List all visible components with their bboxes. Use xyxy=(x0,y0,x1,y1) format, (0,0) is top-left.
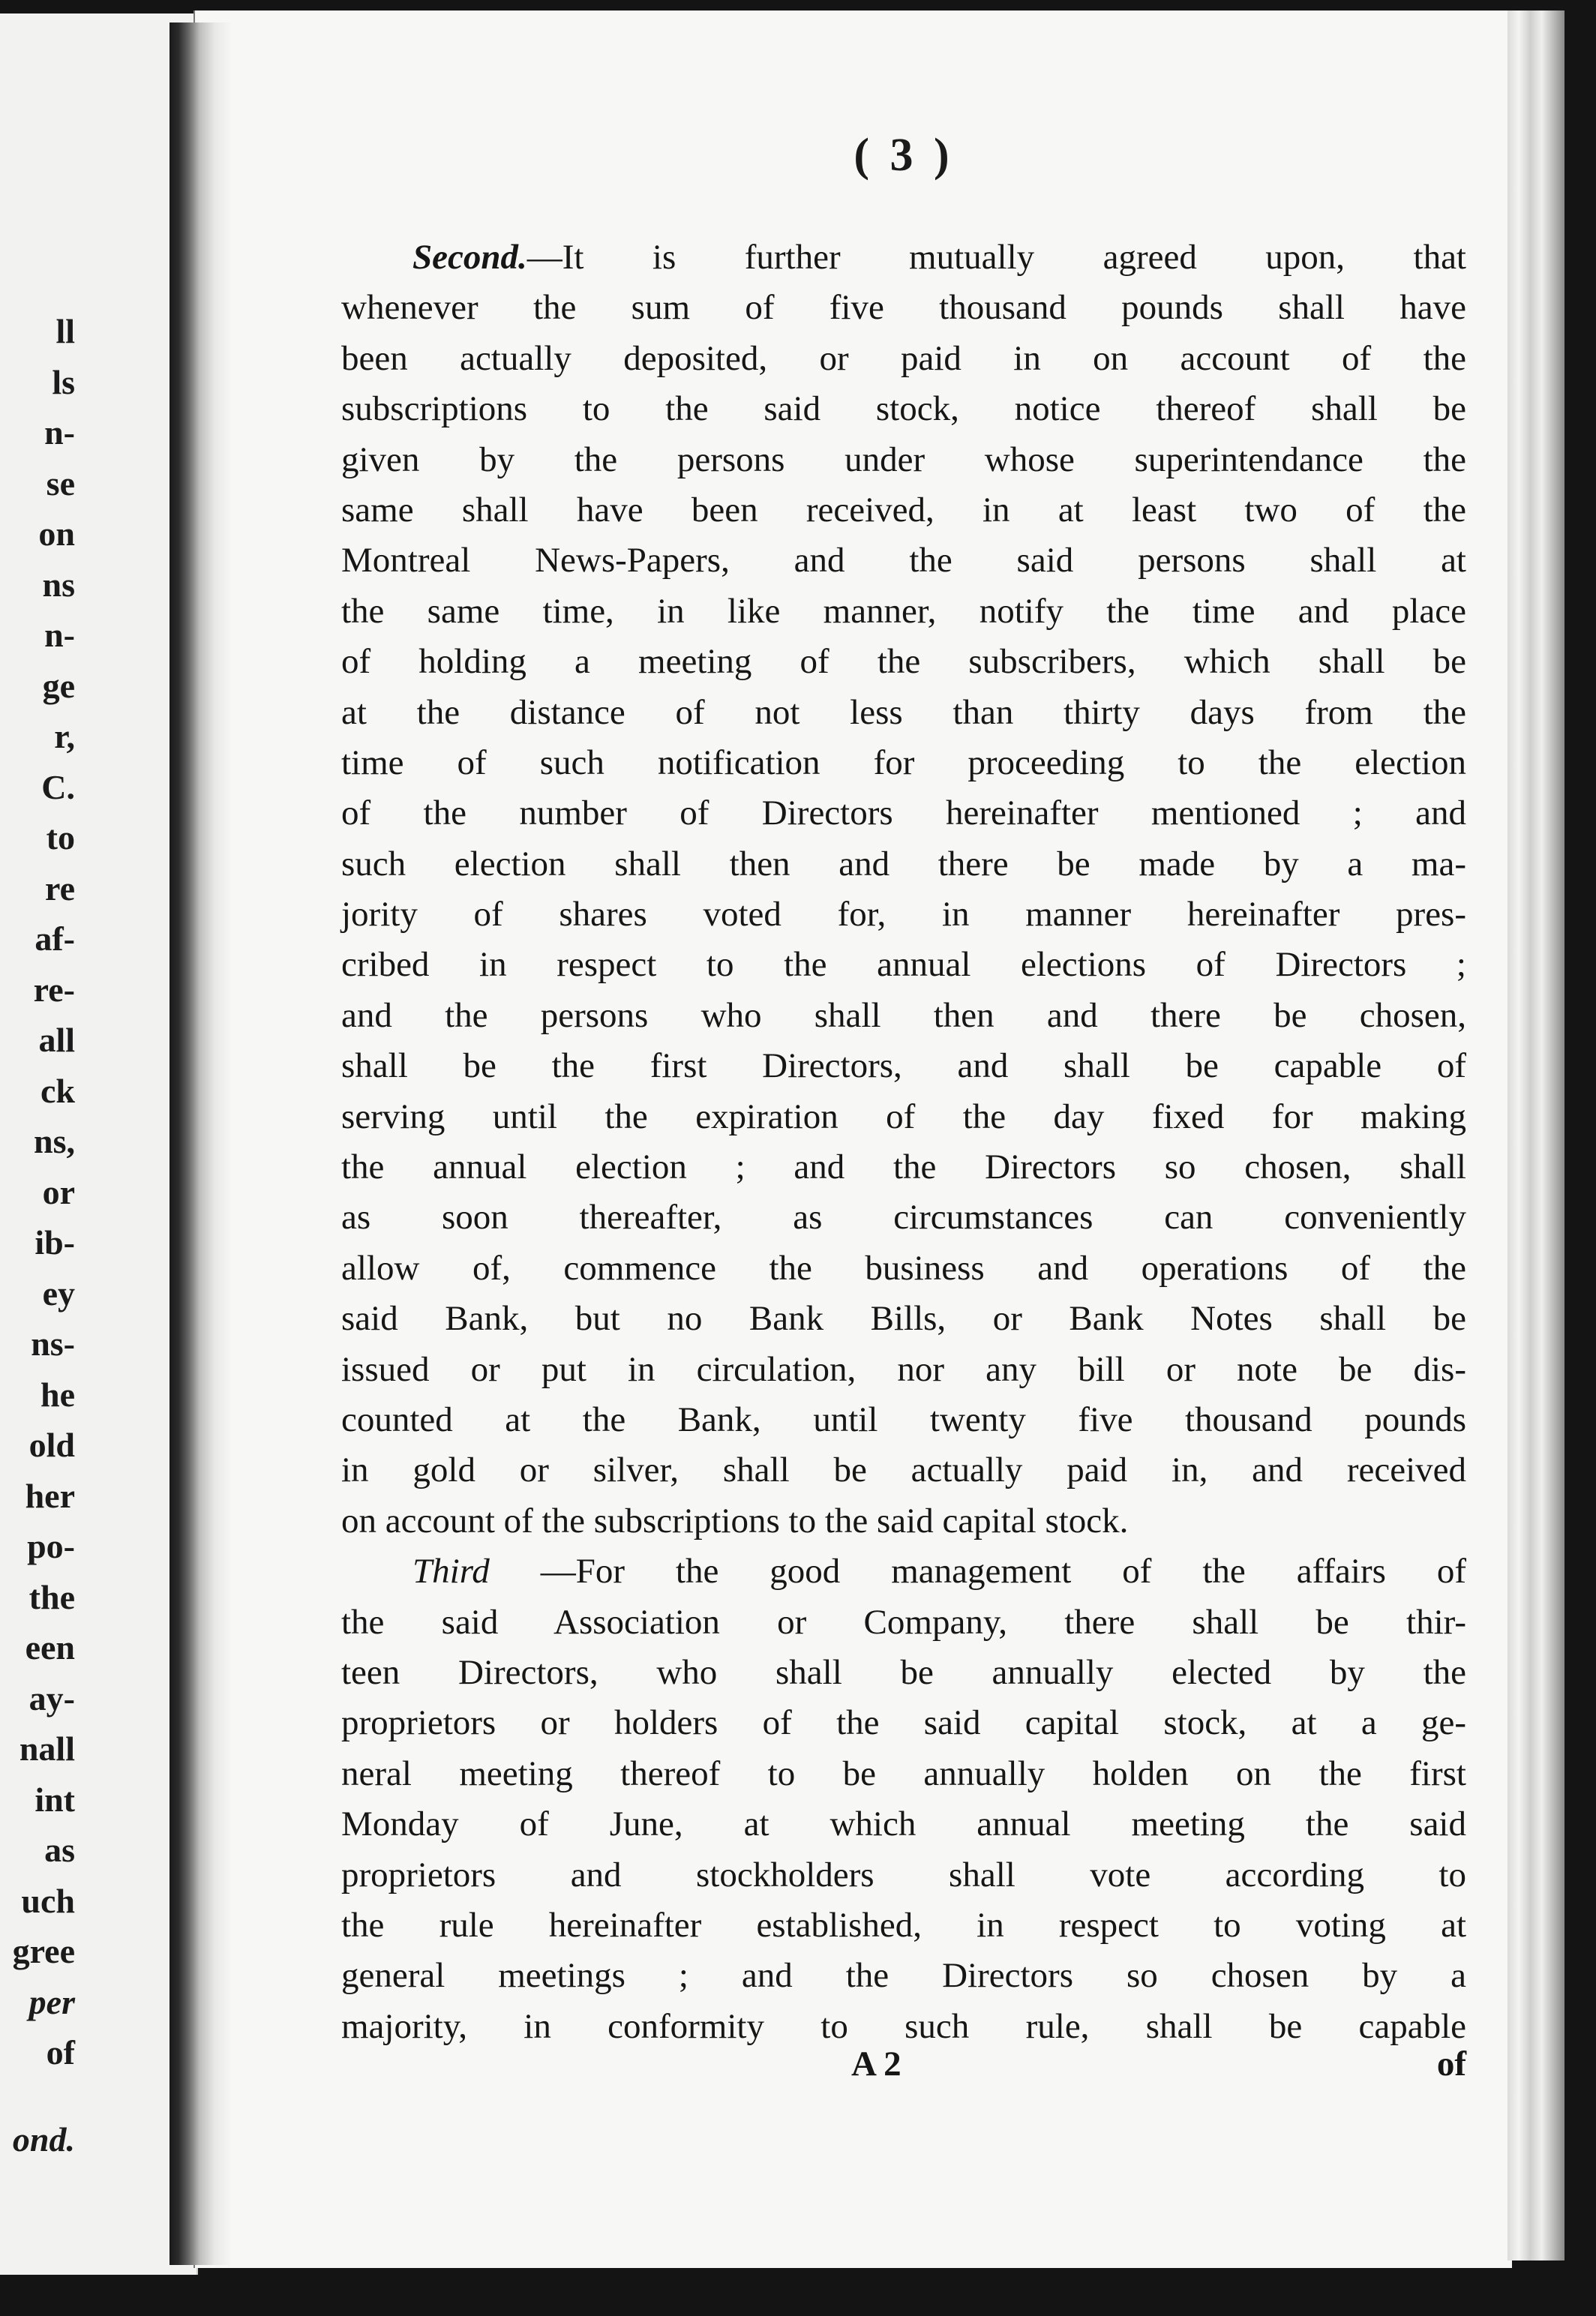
left-page-fragment: he xyxy=(40,1375,75,1414)
text-line: allow of, commence the business and operations of the xyxy=(341,1248,1466,1288)
left-page-fragment: old xyxy=(28,1426,75,1464)
text-line: in gold or silver, shall be actually paid in, and received xyxy=(341,1450,1466,1490)
left-page-fragment: uch xyxy=(21,1881,75,1920)
left-page-text-fragments xyxy=(0,306,196,2078)
text-line: counted at the Bank, until twenty five thousand pounds xyxy=(341,1400,1466,1439)
left-page-fragment: ns- xyxy=(31,1324,75,1363)
paragraph-third-first-line-text: —For the good management of the affairs of xyxy=(489,1552,1466,1592)
page-edge xyxy=(1508,10,1564,2260)
text-line: cribed in respect to the annual elections of Directors ; xyxy=(341,945,1466,985)
left-page-fragment: r, xyxy=(54,717,75,755)
text-line: said Bank, but no Bank Bills, or Bank Notes shall be xyxy=(341,1299,1466,1339)
text-line: and the persons who shall then and there be chosen, xyxy=(341,995,1466,1035)
text-line: jority of shares voted for, in manner hereinafter pres- xyxy=(341,895,1466,934)
left-page-fragment: all xyxy=(38,1021,75,1059)
left-page-fragment: n- xyxy=(44,616,75,654)
left-page-fragment: per xyxy=(28,1982,75,2021)
left-page-fragment: the xyxy=(28,1577,75,1616)
left-page-fragment: her xyxy=(25,1476,75,1515)
left-page-fragment: ib- xyxy=(34,1223,75,1262)
left-page-fragment: as xyxy=(44,1831,75,1869)
left-page-fragment: af- xyxy=(34,920,75,958)
text-line: the same time, in like manner, notify the time and place xyxy=(341,591,1466,631)
text-line: whenever the sum of five thousand pounds shall have xyxy=(341,288,1466,328)
left-page-fragment: een xyxy=(25,1628,75,1666)
left-page-fragment: of xyxy=(46,2033,75,2072)
left-page-fragment: or xyxy=(42,1172,75,1211)
text-line: subscriptions to the said stock, notice thereof shall be xyxy=(341,389,1466,429)
text-line: the rule hereinafter established, in respect to voting at xyxy=(341,1905,1466,1945)
left-page-bottom-fragment: ond. xyxy=(12,2120,75,2158)
text-line: as soon thereafter, as circumstances can conveniently xyxy=(341,1198,1466,1238)
text-line: time of such notification for proceeding to the election xyxy=(341,742,1466,782)
left-page-fragment: se xyxy=(46,464,75,502)
left-page-fragment: on xyxy=(38,514,75,553)
left-page-fragment: nall xyxy=(19,1730,75,1768)
left-page-fragment: ls xyxy=(52,362,75,401)
paragraph-second-first-line xyxy=(341,232,1466,283)
paragraph-third-first-line xyxy=(341,1546,1466,1597)
paragraph-lead-third: Third xyxy=(412,1552,490,1592)
left-page-fragment: C. xyxy=(41,767,75,806)
text-line: general meetings ; and the Directors so chosen by a xyxy=(341,1956,1466,1996)
left-page xyxy=(0,14,198,2275)
left-page-fragment: ns, xyxy=(34,1122,75,1160)
left-page-fragment: n- xyxy=(44,413,75,452)
left-page-fragment: re- xyxy=(33,970,75,1009)
left-page-fragment: to xyxy=(46,818,75,856)
text-line: teen Directors, who shall be annually elected by the xyxy=(341,1652,1466,1692)
catchword: of xyxy=(1436,2044,1466,2084)
text-line: of the number of Directors hereinafter mentioned ; and xyxy=(341,794,1466,833)
text-line: shall be the first Directors, and shall be capable of xyxy=(341,1046,1466,1086)
left-page-fragment: ll xyxy=(56,312,75,350)
page-number: ( 3 ) xyxy=(854,130,954,181)
text-line: the said Association or Company, there shall be thir- xyxy=(341,1602,1466,1642)
text-line: serving until the expiration of the day fixed for making xyxy=(341,1096,1466,1136)
left-page-fragment: int xyxy=(34,1780,75,1819)
text-line: been actually deposited, or paid in on account of the xyxy=(341,338,1466,378)
left-page-fragment: ey xyxy=(42,1274,75,1312)
text-line: given by the persons under whose superintendance the xyxy=(341,440,1466,479)
footer-row xyxy=(851,2044,1466,2096)
paragraph-second-first-line-text: —It is further mutually agreed upon, that xyxy=(526,238,1466,277)
body-text xyxy=(341,232,1466,2052)
text-line: such election shall then and there be made by a ma- xyxy=(341,844,1466,884)
text-line: of holding a meeting of the subscribers, which shall be xyxy=(341,642,1466,682)
left-page-fragment: ay- xyxy=(28,1678,75,1718)
book-gutter xyxy=(170,22,231,2265)
text-line: Monday of June, at which annual meeting the said xyxy=(341,1804,1466,1844)
text-line: proprietors and stockholders shall vote according to xyxy=(341,1855,1466,1894)
text-line: proprietors or holders of the said capital stock, at a ge- xyxy=(341,1703,1466,1743)
text-line: neral meeting thereof to be annually holden on the first xyxy=(341,1754,1466,1793)
text-line: on account of the subscriptions to the said capital stock. xyxy=(341,1501,1129,1540)
paragraph-lead-second: Second. xyxy=(412,238,527,277)
left-page-fragment: gree xyxy=(12,1932,75,1970)
text-line: issued or put in circulation, nor any bill or note be dis- xyxy=(341,1349,1466,1389)
signature-mark: A 2 xyxy=(851,2044,902,2084)
text-line: at the distance of not less than thirty days from the xyxy=(341,692,1466,732)
text-line: Montreal News-Papers, and the said persons shall at xyxy=(341,541,1466,580)
left-page-fragment: po- xyxy=(27,1527,75,1565)
text-line: same shall have been received, in at least two of the xyxy=(341,490,1466,530)
left-page-fragment: ns xyxy=(42,565,75,604)
text-line: the annual election ; and the Directors so chosen, shall xyxy=(341,1148,1466,1187)
left-page-fragment: ck xyxy=(40,1071,75,1110)
left-page-fragment: re xyxy=(44,868,75,908)
text-line: majority, in conformity to such rule, shall be capable xyxy=(341,2006,1466,2046)
left-page-fragment: ge xyxy=(42,666,75,705)
